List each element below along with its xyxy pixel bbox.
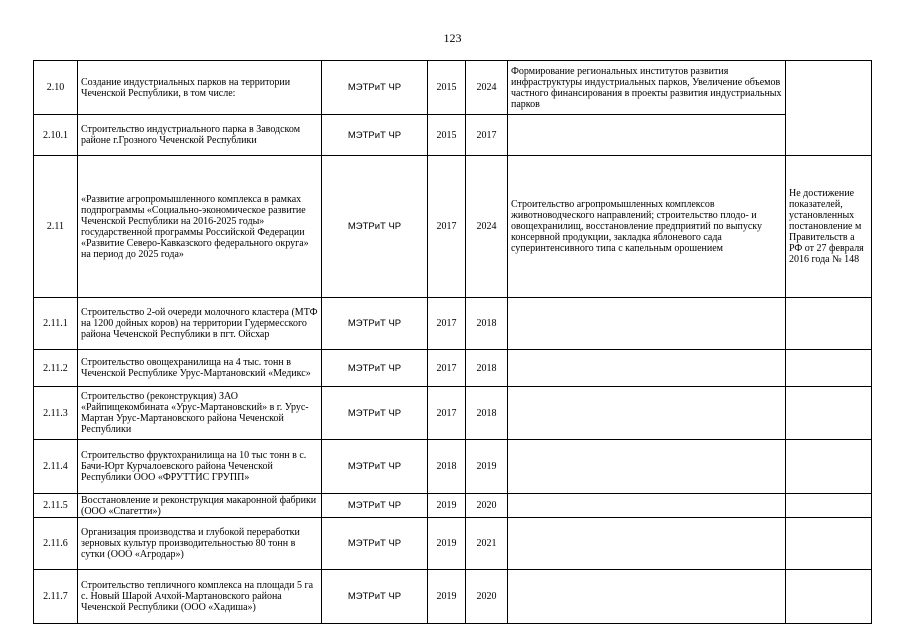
- start-year: 2018: [428, 440, 466, 494]
- table-row: [34, 570, 872, 624]
- measure-name: Создание индустриальных парков на территории Чеченской Республики, в том числе:: [78, 61, 322, 115]
- expected-result: [508, 518, 786, 570]
- measure-name: Восстановление и реконструкция макаронной фабрики (ООО «Спагетти»): [78, 494, 322, 518]
- table-row: [34, 115, 872, 156]
- page-number: 123: [443, 31, 462, 45]
- end-year: 2020: [466, 570, 508, 624]
- end-year: 2020: [466, 494, 508, 518]
- row-number: 2.10.1: [34, 115, 78, 156]
- table-row: [34, 440, 872, 494]
- end-year: 2018: [466, 298, 508, 350]
- table-row: [34, 350, 872, 387]
- expected-result: [508, 570, 786, 624]
- measure-name: Строительство фруктохранилища на 10 тыс тонн в с. Бачи-Юрт Курчалоевского района Чеченской Республики ООО «ФРУТТИС ГРУПП»: [78, 440, 322, 494]
- executor-cell: МЭТРиТ ЧР: [322, 440, 428, 494]
- start-year: 2015: [428, 115, 466, 156]
- end-year: 2017: [466, 115, 508, 156]
- table-row: [34, 494, 872, 518]
- row-number: 2.11.5: [34, 494, 78, 518]
- end-year: 2018: [466, 387, 508, 440]
- measure-name: Строительство индустриального парка в Заводском районе г.Грозного Чеченской Республики: [78, 115, 322, 156]
- start-year: 2015: [428, 61, 466, 115]
- executor-cell: МЭТРиТ ЧР: [322, 61, 428, 115]
- risk-cell: [786, 440, 872, 494]
- start-year: 2017: [428, 298, 466, 350]
- row-number: 2.11.1: [34, 298, 78, 350]
- measure-name: Строительство (реконструкция) ЗАО «Райпищекомбината «Урус-Мартановский» в г. Урус-Мартан Урус-Мартановского района Чеченской Республики: [78, 387, 322, 440]
- table-row: [34, 518, 872, 570]
- start-year: 2017: [428, 156, 466, 298]
- end-year: 2024: [466, 156, 508, 298]
- measure-name: Строительство 2-ой очереди молочного кластера (МТФ на 1200 дойных коров) на территории Гудермесского района Чеченской Республики в пгт. Ойсхар: [78, 298, 322, 350]
- row-number: 2.11.3: [34, 387, 78, 440]
- risk-cell: [786, 387, 872, 440]
- expected-result: [508, 115, 786, 156]
- row-number: 2.11.7: [34, 570, 78, 624]
- start-year: 2017: [428, 350, 466, 387]
- end-year: 2024: [466, 61, 508, 115]
- executor-cell: МЭТРиТ ЧР: [322, 494, 428, 518]
- measure-name: «Развитие агропромышленного комплекса в рамках подпрограммы «Социально-экономическое развитие Чеченской Республики на 2016-2025 годы» государственной программы Российской Федерации «Развитие Северо-Кавказского федерального округа» на период до 2025 года»: [78, 156, 322, 298]
- row-number: 2.11: [34, 156, 78, 298]
- table-row: [34, 298, 872, 350]
- row-number: 2.10: [34, 61, 78, 115]
- risk-cell: [786, 494, 872, 518]
- executor-cell: МЭТРиТ ЧР: [322, 387, 428, 440]
- row-number: 2.11.4: [34, 440, 78, 494]
- expected-result: Формирование региональных институтов развития инфраструктуры индустриальных парков, Увеличение объемов частного финансирования в проекты развития индустриальных парков: [508, 61, 786, 115]
- expected-result: Строительство агропромышленных комплексов животноводческого направлений; строительство плодо- и овощехранилищ, восстановление предприятий по выпуску консервной продукции, закладка яблоневого сада суперинтенсивного типа с капельным орошением: [508, 156, 786, 298]
- executor-cell: МЭТРиТ ЧР: [322, 156, 428, 298]
- expected-result: [508, 440, 786, 494]
- start-year: 2019: [428, 570, 466, 624]
- expected-result: [508, 298, 786, 350]
- executor-cell: МЭТРиТ ЧР: [322, 570, 428, 624]
- start-year: 2019: [428, 518, 466, 570]
- row-number: 2.11.6: [34, 518, 78, 570]
- risk-cell: [786, 570, 872, 624]
- executor-cell: МЭТРиТ ЧР: [322, 115, 428, 156]
- expected-result: [508, 387, 786, 440]
- executor-cell: МЭТРиТ ЧР: [322, 350, 428, 387]
- expected-result: [508, 350, 786, 387]
- risk-cell: [786, 350, 872, 387]
- expected-result: [508, 494, 786, 518]
- measure-name: Строительство тепличного комплекса на площади 5 га с. Новый Шарой Ачхой-Мартановского района Чеченской Республики (ООО «Хадиша»): [78, 570, 322, 624]
- executor-cell: МЭТРиТ ЧР: [322, 518, 428, 570]
- table-row: [34, 61, 872, 115]
- end-year: 2018: [466, 350, 508, 387]
- risk-cell: [786, 61, 872, 156]
- end-year: 2021: [466, 518, 508, 570]
- executor-cell: МЭТРиТ ЧР: [322, 298, 428, 350]
- start-year: 2019: [428, 494, 466, 518]
- end-year: 2019: [466, 440, 508, 494]
- measure-name: Организация производства и глубокой переработки зерновых культур производительностью 80 тонн в сутки (ООО «Агродар»): [78, 518, 322, 570]
- risk-cell: [786, 298, 872, 350]
- table-row: [34, 387, 872, 440]
- risk-cell: Не достижение показателей, установленных постановление м Правительств а РФ от 27 февраля 2016 года № 148: [786, 156, 872, 298]
- measures-table: [33, 60, 872, 624]
- start-year: 2017: [428, 387, 466, 440]
- row-number: 2.11.2: [34, 350, 78, 387]
- risk-cell: [786, 518, 872, 570]
- measure-name: Строительство овощехранилища на 4 тыс. тонн в Чеченской Республике Урус-Мартановский «Медикс»: [78, 350, 322, 387]
- table-row: [34, 156, 872, 298]
